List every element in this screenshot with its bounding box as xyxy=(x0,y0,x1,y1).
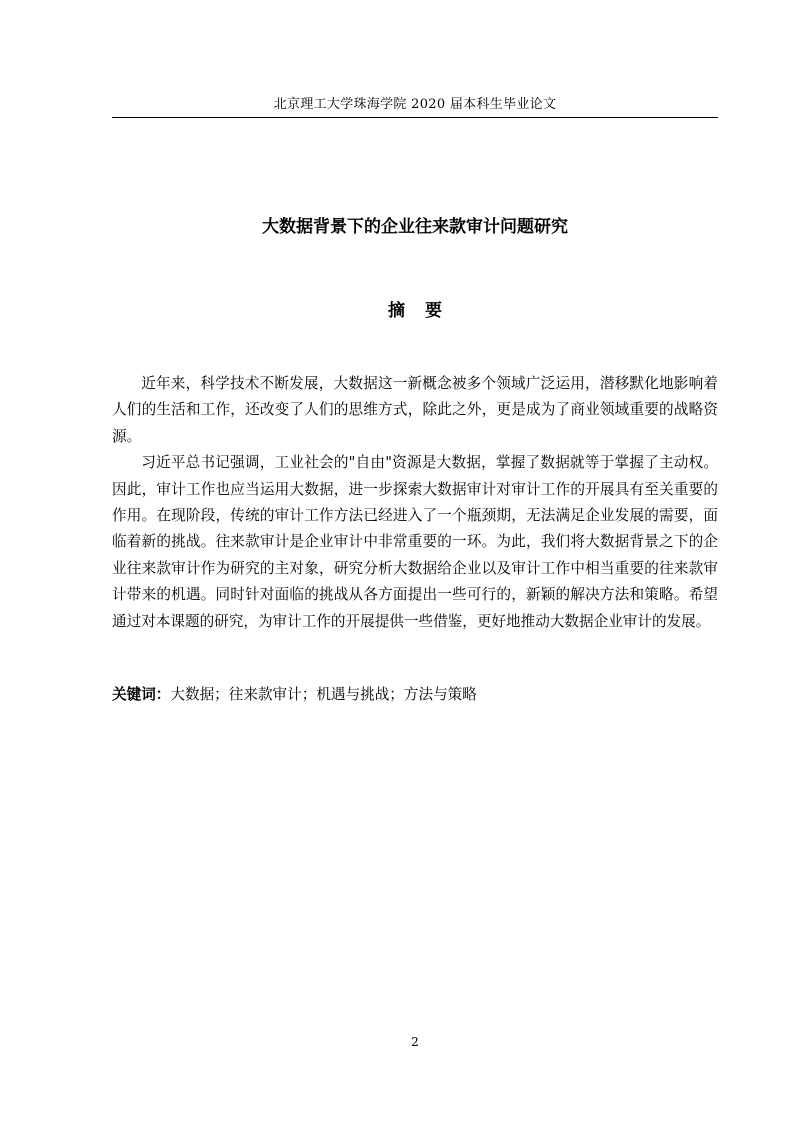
keywords-label: 关键词： xyxy=(112,686,171,703)
keywords-text: 大数据；往来款审计；机遇与挑战；方法与策略 xyxy=(170,686,477,703)
thesis-title: 大数据背景下的企业往来款审计问题研究 xyxy=(262,217,568,237)
page-number: 2 xyxy=(411,1035,419,1049)
abstract-paragraph-1: 近年来，科学技术不断发展，大数据这一新概念被多个领域广泛运用，潜移默化地影响着人们的生活和工作，还改变了人们的思维方式，除此之外，更是成为了商业领域重要的战略资源。 xyxy=(112,375,718,445)
header-rule xyxy=(112,117,718,118)
abstract-heading: 摘要 xyxy=(388,301,462,321)
running-header: 北京理工大学珠海学院 2020 届本科生毕业论文 xyxy=(273,97,557,112)
keywords-line xyxy=(112,682,718,708)
abstract-paragraph-2: 习近平总书记强调，工业社会的"自由"资源是大数据，掌握了数据就等于掌握了主动权。因此，审计工作也应当运用大数据，进一步探索大数据审计对审计工作的开展具有至关重要的作用。在现阶段，传统的审计工作方法已经进入了一个瓶颈期，无法满足企业发展的需要，面临着新的挑战。往来款审计是企业审计中非常重要的一环。为此，我们将大数据背景之下的企业往来款审计作为研究的主对象，研究分析大数据给企业以及审计工作中相当重要的往来款审计带来的机遇。同时针对面临的挑战从各方面提出一些可行的，新颖的解决方法和策略。希望通过对本课题的研究，为审计工作的开展提供一些借鉴，更好地推动大数据企业审计的发展。 xyxy=(112,454,718,630)
abstract-body xyxy=(112,371,718,635)
